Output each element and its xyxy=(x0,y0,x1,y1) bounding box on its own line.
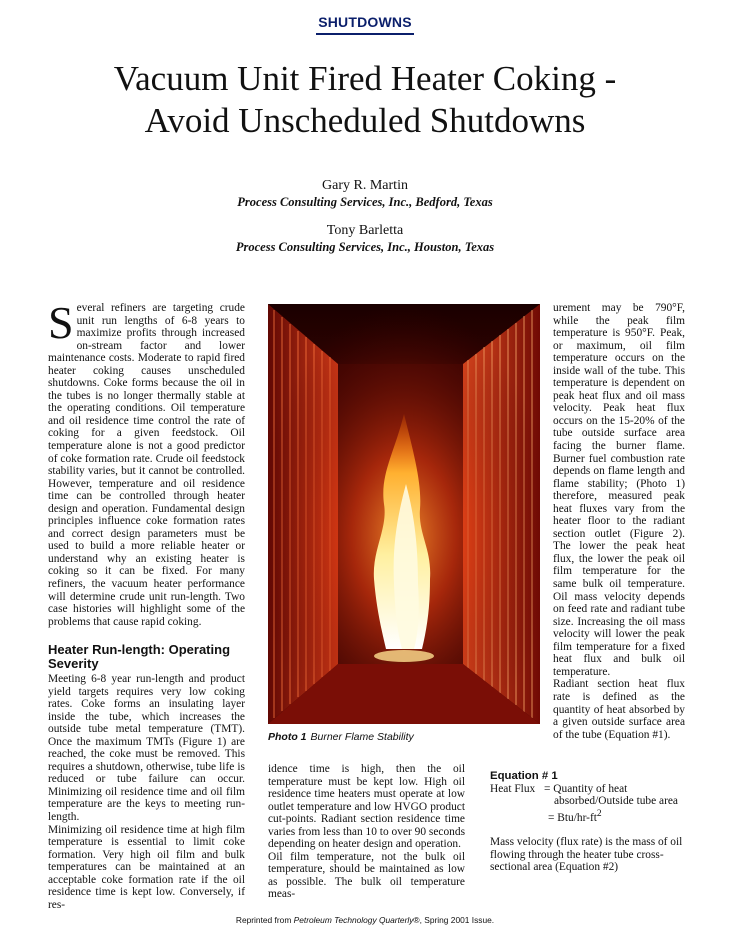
middle-column xyxy=(268,763,465,901)
section-tag-label: SHUTDOWNS xyxy=(316,14,414,35)
intro-column xyxy=(48,297,245,628)
author-2-affiliation: Process Consulting Services, Inc., Houston, Texas xyxy=(235,240,495,254)
title-line-2: Avoid Unscheduled Shutdowns xyxy=(144,101,586,140)
intro-text: everal refiners are targeting crude unit run lengths of 6-8 years to maximize profits through increased on-stream factor and lower maintenance costs. Moderate to rapid fired heater coking causes unscheduled shutdowns. Coke forms because the oil in the tubes is no longer thermally stable at the operating conditions. Oil temperature and oil residence time control the rate of coking for a given feedstock. Oil temperature alone is not a good predictor of coke formation rate. Crude oil feedstock stability varies, but it cannot be controlled. However, temperature and oil residence time can be controlled through heater design and operation. Fundamental design principles influence coke formation rates and correct design parameters must be used to build a more reliable heater or understand why an existing heater is coking so it can be fixed. For many refiners, the vacuum heater performance will determine crude unit run-length. Two case histories will highlight some of the problems that cause rapid coking. xyxy=(48,302,245,628)
equation-lhs: Heat Flux xyxy=(490,782,536,795)
footer-journal: Petroleum Technology Quarterly xyxy=(293,915,414,925)
furnace-flame-illustration xyxy=(268,304,540,724)
run-length-paragraph-1: Meeting 6-8 year run-length and product yield targets requires very low coking rates. Coke forms an insulating layer inside the tube, which increases the outside tube metal temperature (TMT). Once the maximum TMTs (Figure 1) are reached, the coke must be removed. This requires a shutdown, otherwise, tube life is reduced or tube failure can occur. Minimizing oil residence time and oil film temperature are the keys to meeting run-length. xyxy=(48,673,245,824)
middle-column-paragraph-1: idence time is high, then the oil temperature must be kept low. High oil residence time heaters must operate at low outlet temperature and low HVGO product cut-points. Radiant section residence time varies from less than 10 to over 90 seconds depending on heater design and operation. xyxy=(268,763,465,851)
mass-velocity-paragraph: Mass velocity (flux rate) is the mass of oil flowing through the heater tube cross-sectional area (Equation #2) xyxy=(490,836,683,874)
photo-label: Photo 1 xyxy=(268,731,307,743)
footer-prefix: Reprinted from xyxy=(235,915,294,925)
intro-paragraph xyxy=(48,297,245,628)
burner-flame-photo xyxy=(268,304,540,724)
author-1-affiliation: Process Consulting Services, Inc., Bedford, Texas xyxy=(237,195,493,209)
right-column-paragraph-1: urement may be 790°F, while the peak film temperature is 950°F. Peak, or maximum, oil film temperature occurs on the inside wall of the tube. This temperature is dependent on peak heat flux and oil mass velocity. Peak heat flux occurs on the 15-20% of the tube outside surface area facing the burner flame. Burner fuel combustion rate depends on flame length and flame stability; (Photo 1) therefore, measured peak heat fluxes vary from the heater floor to the radiant section outlet (Figure 2). The lower the peak heat flux, the lower the peak oil film temperature for the same bulk oil temperature. Oil mass velocity depends on feed rate and radiant tube size. Increasing the oil mass velocity will lower the peak film temperature for a fixed heat flux and bulk oil temperature. xyxy=(553,302,685,678)
run-length-column xyxy=(48,673,245,911)
equation-line-1 xyxy=(490,783,690,796)
title-line-1: Vacuum Unit Fired Heater Coking - xyxy=(113,59,617,98)
right-column-paragraph-2: Radiant section heat flux rate is defined as the quantity of heat absorbed by a given outside surface area of the tube (Equation #1). xyxy=(553,678,685,741)
right-column xyxy=(553,302,685,741)
equation-rhs-2: absorbed/Outside tube area xyxy=(554,795,678,807)
equation-line-3 xyxy=(490,808,690,824)
middle-column-paragraph-2: Oil film temperature, not the bulk oil temperature, should be maintained as low as possible. The bulk oil temperature meas- xyxy=(268,850,465,901)
equation-exponent: 2 xyxy=(596,808,602,819)
section-tag xyxy=(0,14,730,35)
photo-caption xyxy=(268,731,548,743)
section-heading-run-length: Heater Run-length: Operating Severity xyxy=(48,642,231,671)
author-1-name: Gary R. Martin xyxy=(322,178,408,193)
photo-caption-text: Burner Flame Stability xyxy=(310,731,414,743)
footer-suffix: ®, Spring 2001 Issue. xyxy=(413,915,495,925)
equation-1 xyxy=(490,770,690,824)
article-title xyxy=(20,58,710,142)
reprint-footer xyxy=(0,915,730,925)
run-length-paragraph-2: Minimizing oil residence time at high film temperature is essential to limit coke formation. Very high oil film and bulk temperatures can be maintained at an acceptable coke formation rate if the oil residence time is kept low. Conversely, if res- xyxy=(48,823,245,911)
author-2-name: Tony Barletta xyxy=(326,223,404,238)
equation-heading: Equation # 1 xyxy=(490,770,558,782)
equation-rhs-1: = Quantity of heat xyxy=(544,782,628,795)
equation-rhs-3: = Btu/hr-ft xyxy=(548,811,597,824)
drop-cap: S xyxy=(48,297,74,348)
